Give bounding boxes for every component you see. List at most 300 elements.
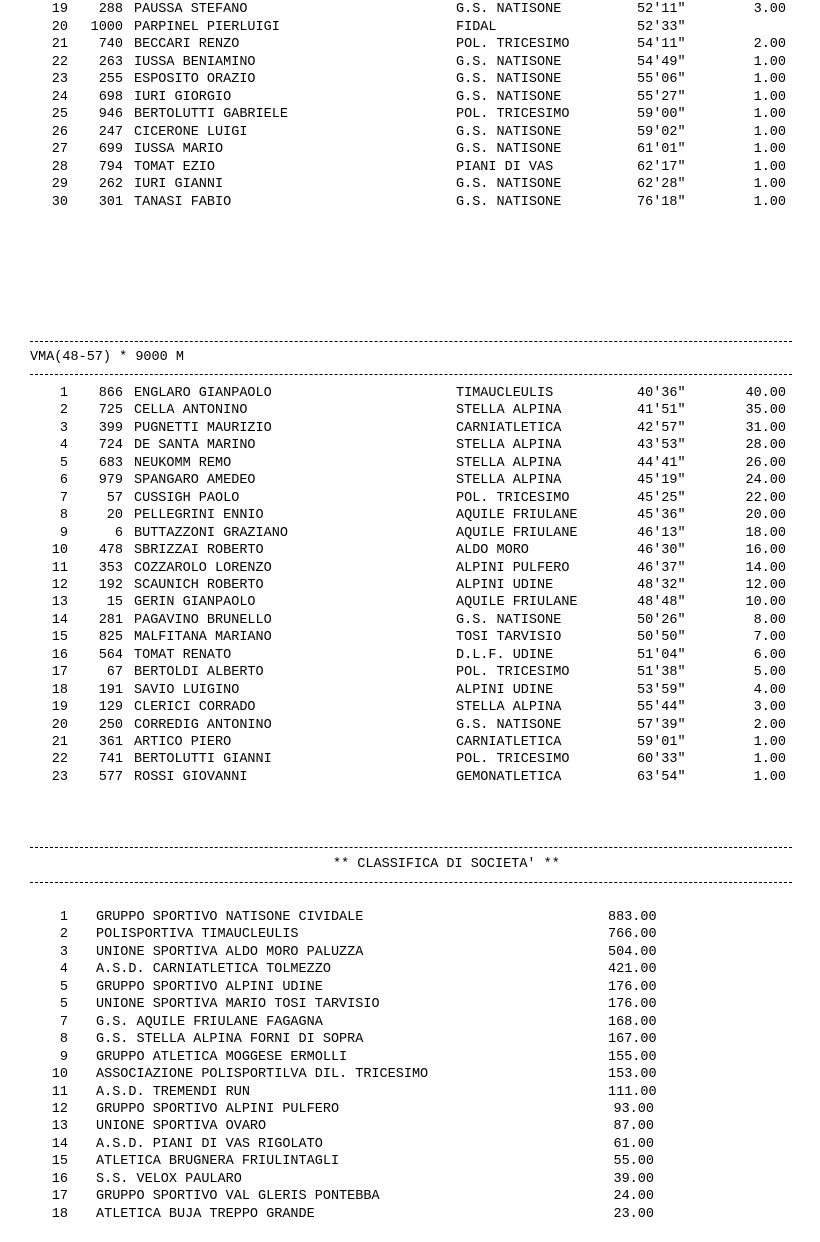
result-row: [0, 542, 820, 559]
position-cell: 24: [51, 89, 68, 105]
position-cell: 16: [51, 647, 68, 663]
athlete-name-cell: BERTOLDI ALBERTO: [134, 665, 264, 681]
points-cell: 5.00: [753, 665, 786, 681]
club-cell: CARNIATLETICA: [456, 735, 562, 750]
position-cell: 11: [51, 1084, 68, 1100]
club-cell: STELLA ALPINA: [456, 700, 562, 716]
club-cell: GEMONATLETICA: [456, 769, 562, 785]
position-cell: 15: [51, 630, 68, 646]
divider-line: [30, 847, 792, 848]
points-cell: 1.00: [753, 54, 786, 70]
athlete-name-cell: TOMAT EZIO: [134, 159, 216, 175]
athlete-name-cell: ESPOSITO ORAZIO: [134, 72, 256, 87]
athlete-name-cell: BUTTAZZONI GRAZIANO: [134, 525, 288, 541]
bib-number-cell: 577: [98, 769, 123, 785]
time-cell: 45'36": [637, 508, 686, 524]
club-cell: ALPINI UDINE: [456, 682, 554, 698]
time-cell: 55'06": [637, 72, 686, 87]
time-cell: 62'17": [637, 159, 686, 175]
position-cell: 22: [51, 752, 68, 768]
athlete-name-cell: ENGLARO GIANPAOLO: [134, 386, 272, 401]
bib-number-cell: 724: [98, 438, 123, 454]
athlete-name-cell: CICERONE LUIGI: [134, 124, 248, 140]
team-name-cell: ATLETICA BRUGNERA FRIULINTAGLI: [96, 1154, 340, 1170]
points-cell: 12.00: [745, 577, 786, 593]
position-cell: 18: [51, 1206, 68, 1222]
result-row: [0, 699, 820, 716]
team-row: [0, 944, 820, 961]
position-cell: 7: [59, 1014, 68, 1030]
position-cell: 19: [51, 700, 68, 716]
position-cell: 29: [51, 177, 68, 192]
points-cell: 1.00: [753, 124, 786, 140]
position-cell: 20: [51, 717, 68, 733]
points-cell: 1.00: [753, 769, 786, 785]
result-row: [0, 159, 820, 176]
team-name-cell: GRUPPO SPORTIVO NATISONE CIVIDALE: [96, 910, 364, 925]
athlete-name-cell: PELLEGRINI ENNIO: [134, 508, 264, 524]
divider-line: [30, 882, 792, 883]
team-row: [0, 996, 820, 1013]
athlete-name-cell: IURI GIANNI: [134, 177, 224, 192]
position-cell: 5: [59, 979, 68, 995]
points-cell: 24.00: [745, 473, 786, 489]
result-row: [0, 54, 820, 71]
time-cell: 43'53": [637, 438, 686, 454]
bib-number-cell: 353: [98, 560, 123, 576]
time-cell: 51'04": [637, 647, 686, 663]
position-cell: 10: [51, 543, 68, 559]
bib-number-cell: 301: [98, 194, 123, 210]
time-cell: 50'50": [637, 630, 686, 646]
bib-number-cell: 281: [98, 612, 123, 628]
time-cell: 40'36": [637, 386, 686, 401]
time-cell: 41'51": [637, 403, 686, 419]
time-cell: 59'00": [637, 107, 686, 122]
position-cell: 11: [51, 560, 68, 576]
time-cell: 46'13": [637, 525, 686, 541]
time-cell: 60'33": [637, 752, 686, 768]
position-cell: 1: [59, 386, 68, 401]
time-cell: 59'02": [637, 124, 686, 140]
bib-number-cell: 255: [98, 72, 123, 87]
team-points-cell: 176.00: [608, 979, 657, 995]
points-cell: 1.00: [753, 194, 786, 210]
team-points-cell: 39.00: [613, 1171, 654, 1187]
time-cell: 44'41": [637, 455, 686, 471]
points-cell: 10.00: [745, 595, 786, 611]
result-row: [0, 507, 820, 524]
athlete-name-cell: BECCARI RENZO: [134, 37, 240, 52]
club-cell: TOSI TARVISIO: [456, 630, 562, 646]
club-cell: PIANI DI VAS: [456, 159, 554, 175]
bib-number-cell: 263: [98, 54, 123, 70]
team-name-cell: GRUPPO SPORTIVO VAL GLERIS PONTEBBA: [96, 1189, 380, 1205]
result-row: [0, 594, 820, 611]
club-cell: FIDAL: [456, 19, 497, 35]
team-name-cell: POLISPORTIVA TIMAUCLEULIS: [96, 927, 299, 943]
points-cell: 1.00: [753, 735, 786, 750]
team-name-cell: GRUPPO SPORTIVO ALPINI PULFERO: [96, 1101, 340, 1117]
team-name-cell: GRUPPO SPORTIVO ALPINI UDINE: [96, 979, 323, 995]
bib-number-cell: 946: [98, 107, 123, 122]
position-cell: 8: [59, 508, 68, 524]
team-row: [0, 1014, 820, 1031]
team-row: [0, 961, 820, 978]
athlete-name-cell: ROSSI GIOVANNI: [134, 769, 248, 785]
athlete-name-cell: BERTOLUTTI GABRIELE: [134, 107, 288, 122]
points-cell: 2.00: [753, 717, 786, 733]
team-row: [0, 1206, 820, 1223]
time-cell: 57'39": [637, 717, 686, 733]
athlete-name-cell: CLERICI CORRADO: [134, 700, 256, 716]
result-row: [0, 420, 820, 437]
team-name-cell: GRUPPO ATLETICA MOGGESE ERMOLLI: [96, 1049, 348, 1065]
athlete-name-cell: PAGAVINO BRUNELLO: [134, 612, 272, 628]
athlete-name-cell: IURI GIORGIO: [134, 89, 232, 105]
club-cell: G.S. NATISONE: [456, 72, 562, 87]
position-cell: 12: [51, 1101, 68, 1117]
position-cell: 2: [59, 927, 68, 943]
team-row: [0, 1171, 820, 1188]
position-cell: 2: [59, 403, 68, 419]
position-cell: 10: [51, 1067, 68, 1083]
bib-number-cell: 6: [114, 525, 123, 541]
points-cell: 18.00: [745, 525, 786, 541]
team-name-cell: G.S. AQUILE FRIULANE FAGAGNA: [96, 1014, 323, 1030]
athlete-name-cell: SAVIO LUIGINO: [134, 682, 240, 698]
team-points-cell: 55.00: [613, 1154, 654, 1170]
team-row: [0, 1188, 820, 1205]
team-row: [0, 1153, 820, 1170]
club-cell: G.S. NATISONE: [456, 124, 562, 140]
team-name-cell: A.S.D. CARNIATLETICA TOLMEZZO: [96, 962, 331, 978]
points-cell: 8.00: [753, 612, 786, 628]
club-cell: ALPINI PULFERO: [456, 560, 570, 576]
points-cell: 31.00: [745, 420, 786, 436]
bib-number-cell: 247: [98, 124, 123, 140]
athlete-name-cell: GERIN GIANPAOLO: [134, 595, 256, 611]
team-points-cell: 93.00: [613, 1101, 654, 1117]
result-row: [0, 455, 820, 472]
athlete-name-cell: PUGNETTI MAURIZIO: [134, 420, 272, 436]
club-cell: G.S. NATISONE: [456, 54, 562, 70]
divider-line: [30, 341, 792, 342]
result-row: [0, 629, 820, 646]
points-cell: 4.00: [753, 682, 786, 698]
result-row: [0, 769, 820, 786]
result-row: [0, 89, 820, 106]
result-row: [0, 385, 820, 402]
club-cell: AQUILE FRIULANE: [456, 595, 578, 611]
bib-number-cell: 478: [98, 543, 123, 559]
club-cell: ALPINI UDINE: [456, 577, 554, 593]
athlete-name-cell: CORREDIG ANTONINO: [134, 717, 272, 733]
time-cell: 62'28": [637, 177, 686, 192]
points-cell: 6.00: [753, 647, 786, 663]
team-row: [0, 909, 820, 926]
position-cell: 13: [51, 1119, 68, 1135]
team-points-cell: 421.00: [608, 962, 657, 978]
position-cell: 14: [51, 1136, 68, 1152]
bib-number-cell: 825: [98, 630, 123, 646]
club-cell: STELLA ALPINA: [456, 403, 562, 419]
athlete-name-cell: TANASI FABIO: [134, 194, 232, 210]
team-points-cell: 766.00: [608, 927, 657, 943]
bib-number-cell: 725: [98, 403, 123, 419]
athlete-name-cell: SCAUNICH ROBERTO: [134, 577, 264, 593]
team-points-cell: 504.00: [608, 944, 657, 960]
club-cell: AQUILE FRIULANE: [456, 525, 578, 541]
time-cell: 76'18": [637, 194, 686, 210]
points-cell: 7.00: [753, 630, 786, 646]
result-row: [0, 176, 820, 193]
result-row: [0, 472, 820, 489]
bib-number-cell: 740: [98, 37, 123, 52]
time-cell: 51'38": [637, 665, 686, 681]
position-cell: 20: [51, 19, 68, 35]
points-cell: 20.00: [745, 508, 786, 524]
bib-number-cell: 20: [106, 508, 123, 524]
team-points-cell: 155.00: [608, 1049, 657, 1065]
athlete-name-cell: COZZAROLO LORENZO: [134, 560, 272, 576]
position-cell: 23: [51, 769, 68, 785]
time-cell: 46'30": [637, 543, 686, 559]
position-cell: 3: [59, 420, 68, 436]
result-row: [0, 734, 820, 751]
points-cell: 22.00: [745, 490, 786, 506]
result-row: [0, 577, 820, 594]
points-cell: 3.00: [753, 700, 786, 716]
athlete-name-cell: IUSSA MARIO: [134, 142, 224, 157]
position-cell: 5: [59, 997, 68, 1013]
result-row: [0, 647, 820, 664]
time-cell: 63'54": [637, 769, 686, 785]
team-name-cell: UNIONE SPORTIVA ALDO MORO PALUZZA: [96, 944, 364, 960]
athlete-name-cell: CUSSIGH PAOLO: [134, 490, 240, 506]
position-cell: 9: [59, 1049, 68, 1065]
bib-number-cell: 866: [98, 386, 123, 401]
team-row: [0, 926, 820, 943]
result-row: [0, 36, 820, 53]
result-row: [0, 664, 820, 681]
bib-number-cell: 262: [98, 177, 123, 192]
bib-number-cell: 979: [98, 473, 123, 489]
position-cell: 17: [51, 1189, 68, 1205]
club-cell: G.S. NATISONE: [456, 2, 562, 17]
team-row: [0, 1049, 820, 1066]
club-cell: POL. TRICESIMO: [456, 107, 570, 122]
bib-number-cell: 698: [98, 89, 123, 105]
result-row: [0, 560, 820, 577]
club-cell: AQUILE FRIULANE: [456, 508, 578, 524]
points-cell: 40.00: [745, 386, 786, 401]
result-row: [0, 194, 820, 211]
result-row: [0, 525, 820, 542]
position-cell: 16: [51, 1171, 68, 1187]
bib-number-cell: 699: [98, 142, 123, 157]
position-cell: 28: [51, 159, 68, 175]
club-cell: STELLA ALPINA: [456, 455, 562, 471]
team-row: [0, 1066, 820, 1083]
points-cell: 1.00: [753, 72, 786, 87]
athlete-name-cell: SPANGARO AMEDEO: [134, 473, 256, 489]
time-cell: 52'33": [637, 19, 686, 35]
position-cell: 1: [59, 910, 68, 925]
club-cell: D.L.F. UDINE: [456, 647, 554, 663]
team-name-cell: UNIONE SPORTIVA OVARO: [96, 1119, 267, 1135]
divider-line: [30, 374, 792, 375]
time-cell: 53'59": [637, 682, 686, 698]
bib-number-cell: 683: [98, 455, 123, 471]
club-cell: POL. TRICESIMO: [456, 490, 570, 506]
result-row: [0, 490, 820, 507]
points-cell: 28.00: [745, 438, 786, 454]
team-points-cell: 61.00: [613, 1136, 654, 1152]
team-row: [0, 979, 820, 996]
time-cell: 45'25": [637, 490, 686, 506]
position-cell: 26: [51, 124, 68, 140]
club-cell: TIMAUCLEULIS: [456, 386, 554, 401]
points-cell: 16.00: [745, 543, 786, 559]
result-row: [0, 717, 820, 734]
points-cell: 1.00: [753, 752, 786, 768]
position-cell: 4: [59, 438, 68, 454]
athlete-name-cell: TOMAT RENATO: [134, 647, 232, 663]
points-cell: 1.00: [753, 89, 786, 105]
time-cell: 52'11": [637, 2, 686, 17]
club-cell: G.S. NATISONE: [456, 177, 562, 192]
time-cell: 61'01": [637, 142, 686, 157]
athlete-name-cell: PAUSSA STEFANO: [134, 2, 248, 17]
points-cell: 2.00: [753, 37, 786, 52]
position-cell: 4: [59, 962, 68, 978]
club-cell: G.S. NATISONE: [456, 142, 562, 157]
bib-number-cell: 564: [98, 647, 123, 663]
bib-number-cell: 191: [98, 682, 123, 698]
bib-number-cell: 250: [98, 717, 123, 733]
points-cell: 1.00: [753, 177, 786, 192]
bib-number-cell: 67: [106, 665, 123, 681]
position-cell: 21: [51, 735, 68, 750]
time-cell: 48'32": [637, 577, 686, 593]
position-cell: 3: [59, 944, 68, 960]
club-cell: CARNIATLETICA: [456, 420, 562, 436]
points-cell: 1.00: [753, 142, 786, 157]
team-row: [0, 1118, 820, 1135]
athlete-name-cell: PARPINEL PIERLUIGI: [134, 19, 280, 35]
team-row: [0, 1136, 820, 1153]
team-points-cell: 176.00: [608, 997, 657, 1013]
team-name-cell: G.S. STELLA ALPINA FORNI DI SOPRA: [96, 1032, 364, 1048]
club-cell: POL. TRICESIMO: [456, 665, 570, 681]
bib-number-cell: 15: [106, 595, 123, 611]
position-cell: 19: [51, 2, 68, 17]
athlete-name-cell: CELLA ANTONINO: [134, 403, 248, 419]
result-row: [0, 682, 820, 699]
result-row: [0, 106, 820, 123]
points-cell: 1.00: [753, 159, 786, 175]
bib-number-cell: 361: [98, 735, 123, 750]
position-cell: 23: [51, 72, 68, 87]
club-cell: POL. TRICESIMO: [456, 752, 570, 768]
position-cell: 12: [51, 577, 68, 593]
time-cell: 48'48": [637, 595, 686, 611]
position-cell: 18: [51, 682, 68, 698]
points-cell: 35.00: [745, 403, 786, 419]
position-cell: 27: [51, 142, 68, 157]
athlete-name-cell: MALFITANA MARIANO: [134, 630, 272, 646]
team-points-cell: 168.00: [608, 1014, 657, 1030]
club-cell: G.S. NATISONE: [456, 717, 562, 733]
team-points-cell: 111.00: [608, 1084, 657, 1100]
time-cell: 59'01": [637, 735, 686, 750]
bib-number-cell: 794: [98, 159, 123, 175]
club-cell: G.S. NATISONE: [456, 612, 562, 628]
team-name-cell: A.S.D. PIANI DI VAS RIGOLATO: [96, 1136, 323, 1152]
club-cell: G.S. NATISONE: [456, 89, 562, 105]
time-cell: 55'44": [637, 700, 686, 716]
athlete-name-cell: BERTOLUTTI GIANNI: [134, 752, 272, 768]
position-cell: 6: [59, 473, 68, 489]
result-row: [0, 71, 820, 88]
team-points-cell: 167.00: [608, 1032, 657, 1048]
position-cell: 13: [51, 595, 68, 611]
team-points-cell: 153.00: [608, 1067, 657, 1083]
position-cell: 5: [59, 455, 68, 471]
result-row: [0, 612, 820, 629]
points-cell: 26.00: [745, 455, 786, 471]
bib-number-cell: 129: [98, 700, 123, 716]
club-cell: STELLA ALPINA: [456, 438, 562, 454]
club-cell: STELLA ALPINA: [456, 473, 562, 489]
time-cell: 45'19": [637, 473, 686, 489]
category-heading: VMA(48-57) * 9000 M: [30, 350, 184, 365]
bib-number-cell: 288: [98, 2, 123, 17]
position-cell: 15: [51, 1154, 68, 1170]
time-cell: 55'27": [637, 89, 686, 105]
result-row: [0, 437, 820, 454]
result-row: [0, 751, 820, 768]
team-points-cell: 24.00: [613, 1189, 654, 1205]
bib-number-cell: 57: [106, 490, 123, 506]
position-cell: 25: [51, 107, 68, 122]
time-cell: 42'57": [637, 420, 686, 436]
position-cell: 22: [51, 54, 68, 70]
athlete-name-cell: IUSSA BENIAMINO: [134, 54, 256, 70]
team-points-cell: 23.00: [613, 1206, 654, 1222]
club-cell: ALDO MORO: [456, 543, 529, 559]
team-row: [0, 1031, 820, 1048]
team-name-cell: UNIONE SPORTIVA MARIO TOSI TARVISIO: [96, 997, 380, 1013]
team-name-cell: A.S.D. TREMENDI RUN: [96, 1084, 250, 1100]
team-row: [0, 1101, 820, 1118]
athlete-name-cell: DE SANTA MARINO: [134, 438, 256, 454]
position-cell: 17: [51, 665, 68, 681]
points-cell: 3.00: [753, 2, 786, 17]
time-cell: 46'37": [637, 560, 686, 576]
bib-number-cell: 192: [98, 577, 123, 593]
time-cell: 54'49": [637, 54, 686, 70]
result-row: [0, 1, 820, 18]
bib-number-cell: 1000: [90, 19, 123, 35]
athlete-name-cell: NEUKOMM REMO: [134, 455, 232, 471]
position-cell: 8: [59, 1032, 68, 1048]
time-cell: 50'26": [637, 612, 686, 628]
team-row: [0, 1084, 820, 1101]
bib-number-cell: 741: [98, 752, 123, 768]
result-row: [0, 124, 820, 141]
